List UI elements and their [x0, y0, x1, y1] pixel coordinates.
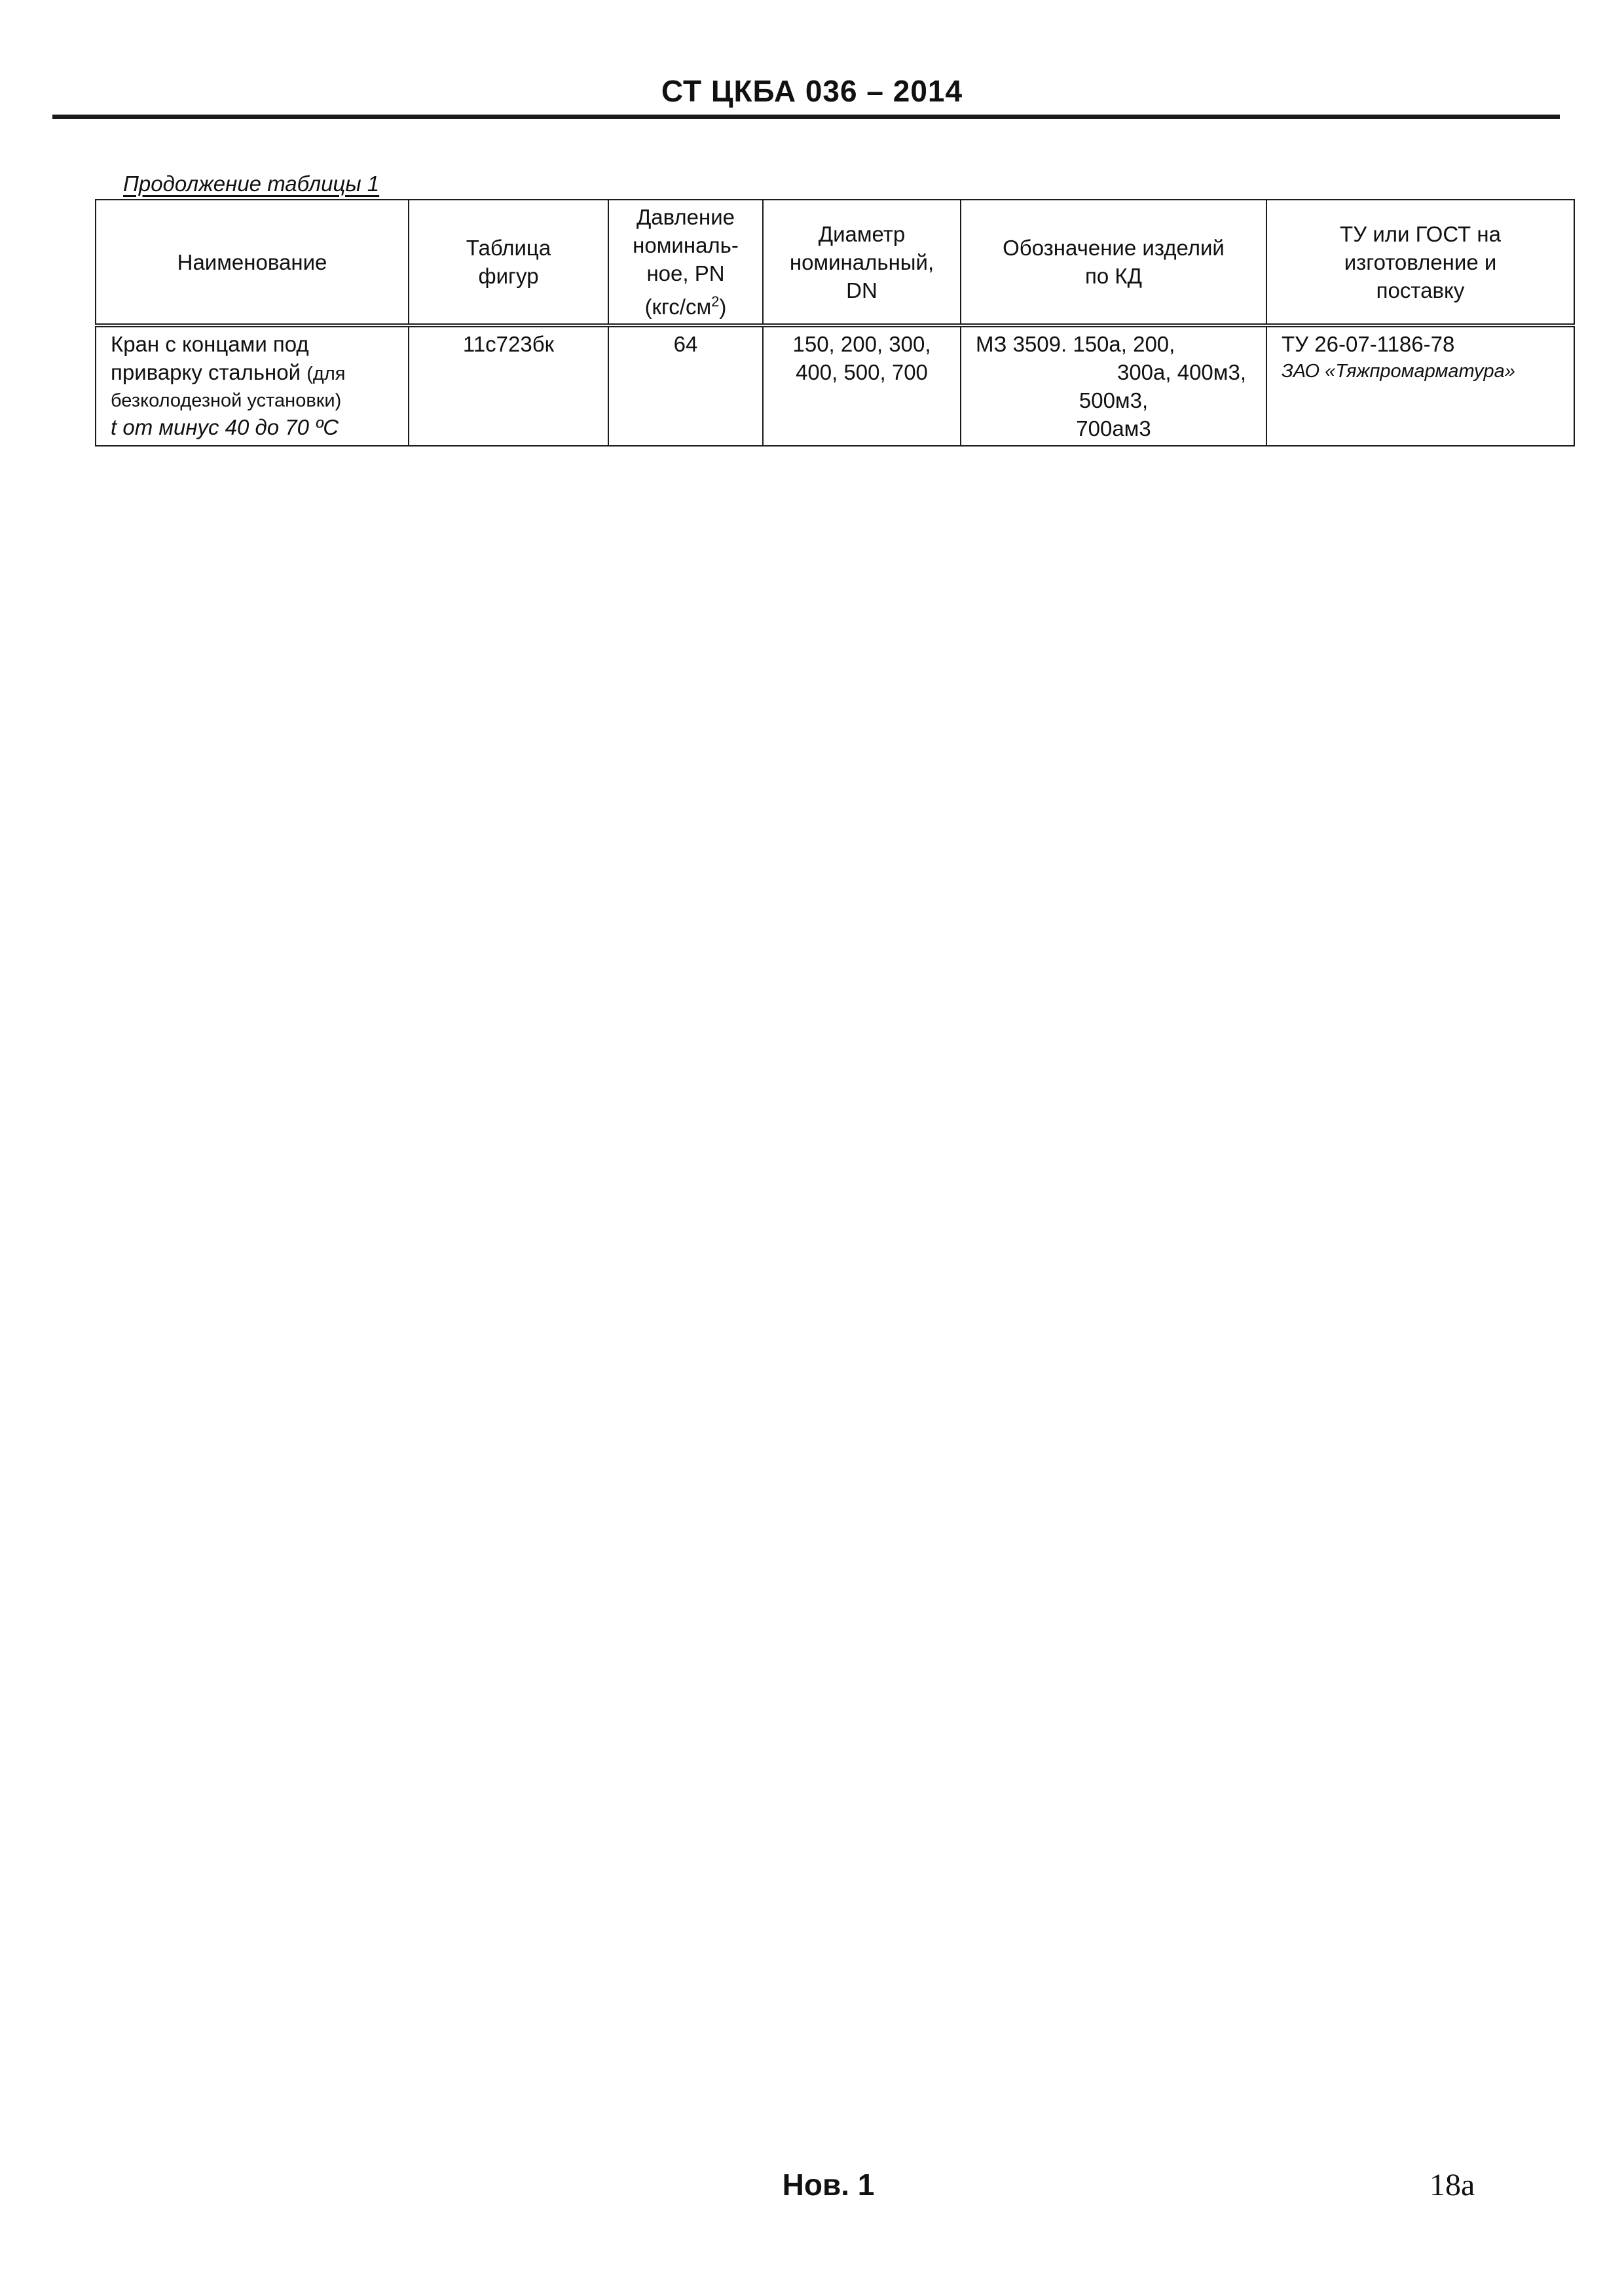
spec-table	[95, 199, 1575, 446]
edition-label: Нов. 1	[782, 2168, 875, 2202]
cell-pressure: 64	[608, 325, 763, 446]
page-number: 18а	[1430, 2168, 1475, 2202]
cell-designation: МЗ 3509. 150а, 200, 300а, 400м3, 500м3, 700ам3	[961, 325, 1266, 446]
header-rule	[52, 115, 1560, 119]
header-designation: Обозначение изделий по КД	[961, 200, 1266, 325]
header-figure-table: Таблица фигур	[409, 200, 608, 325]
document-code-title: СТ ЦКБА 036 – 2014	[661, 74, 963, 108]
table-header-row	[96, 200, 1574, 325]
cell-spec: ТУ 26-07-1186-78 ЗАО «Тяжпромарматура»	[1266, 325, 1574, 446]
header-diameter: Диаметр номинальный, DN	[763, 200, 961, 325]
cell-name: Кран с концами под приварку стальной (для безколодезной установки) t от минус 40 до 70 ºС	[96, 325, 409, 446]
pressure-unit: $(кгс/см^2)$	[644, 293, 727, 319]
header-name: Наименование	[96, 200, 409, 325]
cell-diameter: 150, 200, 300, 400, 500, 700	[763, 325, 961, 446]
cell-figure: 11с723бк	[409, 325, 608, 446]
header-spec: ТУ или ГОСТ на изготовление и поставку	[1266, 200, 1574, 325]
header-pressure: Давление номиналь- ное, PN $(кгс/см^2)$	[608, 200, 763, 325]
table-caption: Продолжение таблицы 1	[123, 172, 380, 196]
table-row	[96, 325, 1574, 446]
